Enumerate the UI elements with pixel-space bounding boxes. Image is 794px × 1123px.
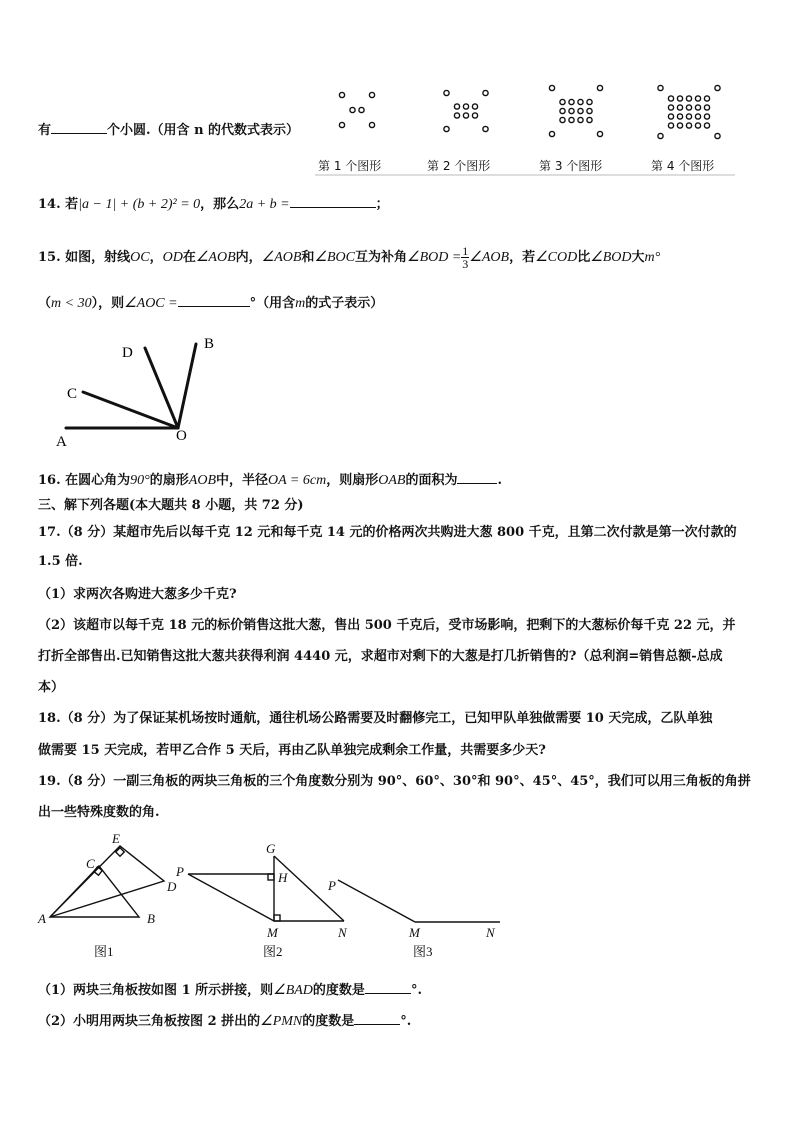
q15-condition: m < 30 xyxy=(51,296,92,311)
q19-figures-svg xyxy=(30,826,510,961)
q15-text: 比 xyxy=(577,250,591,265)
q15-text: 15. 如图，射线 xyxy=(38,250,131,265)
inner-circle xyxy=(569,99,574,104)
q17-part2-line2: 打折全部售出.已知销售这批大葱共获得利润 4440 元，求超市对剩下的大葱是打几折销售的?（总利润=销售总额-总成 xyxy=(38,649,723,664)
corner-circle xyxy=(483,126,488,131)
q19-text: 的度数是 xyxy=(302,1014,355,1029)
corner-circle xyxy=(444,90,449,95)
q16-text: 的扇形 xyxy=(149,473,189,488)
corner-circle xyxy=(715,85,720,90)
q14-then: ，那么 xyxy=(200,197,240,212)
q13-text-line xyxy=(38,119,299,138)
q15-ray-od: OD xyxy=(162,250,183,265)
q16-angle: 90° xyxy=(130,473,150,488)
q17-line1: 17.（8 分）某超市先后以每千克 12 元和每千克 14 元的价格两次共购进大葱 800 千克，且第二次付款是第一次付款的 xyxy=(38,525,737,540)
q19-figures xyxy=(30,826,510,961)
fig1-triangle-acb xyxy=(50,866,139,917)
inner-circle xyxy=(668,105,673,110)
inner-circle xyxy=(695,105,700,110)
corner-circle xyxy=(339,92,344,97)
q19-angle-pmn: ∠PMN xyxy=(260,1014,303,1029)
q19-text: °. xyxy=(400,1014,412,1029)
q19-text: （1）两块三角板按如图 1 所示拼接，则 xyxy=(38,983,274,998)
q16-text: 中，半径 xyxy=(216,473,269,488)
fig1-caption: 图1 xyxy=(94,944,114,959)
q15-answer-blank[interactable] xyxy=(178,294,250,307)
q13-pattern-figure xyxy=(313,80,737,177)
q15-text: 互为补角 xyxy=(355,250,408,265)
inner-circle xyxy=(463,104,468,109)
corner-circle xyxy=(339,122,344,127)
q15-text: ， xyxy=(149,250,163,265)
fig1-triangle-aed xyxy=(50,846,164,917)
fig1-label-b: B xyxy=(147,911,155,926)
fig2-label-p: P xyxy=(176,864,184,879)
q15-ray-oc: OC xyxy=(130,250,150,265)
inner-circle xyxy=(695,123,700,128)
q17-part2-line3: 本） xyxy=(38,680,65,695)
q17-part2-line1: （2）该超市以每千克 18 元的标价销售这批大葱，售出 500 千克后，受市场影响，把剩下的大葱标价每千克 22 元，并 xyxy=(38,618,736,633)
q13-suffix: 个小圆.（用含 n 的代数式表示） xyxy=(107,123,300,138)
inner-circle xyxy=(677,123,682,128)
q19-line1: 19.（8 分）一副三角板的两块三角板的三个角度数分别为 90°、60°、30°和 90°、45°、45°，我们可以用三角板的角拼 xyxy=(38,774,751,789)
inner-circle xyxy=(677,105,682,110)
q19-text: （2）小明用两块三角板按图 2 拼出的 xyxy=(38,1014,261,1029)
q15-text: 在 xyxy=(182,250,196,265)
inner-circle xyxy=(677,96,682,101)
fig3-ray-mp xyxy=(338,880,415,922)
pattern-caption-1: 第 1 个图形 xyxy=(318,159,382,173)
q14-end: ； xyxy=(375,197,389,212)
q15-fraction-denominator: 3 xyxy=(462,257,469,271)
inner-circle xyxy=(704,105,709,110)
corner-circle xyxy=(658,133,663,138)
q15-m-degrees: m° xyxy=(644,250,661,265)
inner-circle xyxy=(472,113,477,118)
fig1-label-d: D xyxy=(167,879,177,894)
fig3-label-p: P xyxy=(328,878,336,893)
q14-number: 14. 若 xyxy=(38,197,79,212)
inner-circle xyxy=(686,123,691,128)
label-c: C xyxy=(67,386,78,402)
fig3-label-n: N xyxy=(486,925,495,940)
fig1-label-c: C xyxy=(86,856,95,871)
inner-circle xyxy=(677,114,682,119)
label-b: B xyxy=(204,336,215,352)
q16-text: 16. 在圆心角为 xyxy=(38,473,131,488)
inner-circle xyxy=(668,96,673,101)
q15-angle-bod: ∠BOD xyxy=(590,250,632,265)
corner-circle xyxy=(483,90,488,95)
pattern-caption-4: 第 4 个图形 xyxy=(651,159,715,173)
q16-answer-blank[interactable] xyxy=(457,471,497,484)
corner-circle xyxy=(597,85,602,90)
fig1-label-a: A xyxy=(38,911,46,926)
inner-circle xyxy=(578,108,583,113)
inner-circle xyxy=(686,105,691,110)
q14-answer-blank[interactable] xyxy=(290,195,376,208)
q15-angle-figure xyxy=(50,332,230,450)
inner-circle xyxy=(704,96,709,101)
corner-circle xyxy=(549,131,554,136)
inner-circle xyxy=(454,113,459,118)
q15-angle-boc: ∠BOC xyxy=(314,250,355,265)
inner-circle xyxy=(578,99,583,104)
q19-text: 的度数是 xyxy=(312,983,365,998)
q16-sector-aob: AOB xyxy=(188,473,216,488)
fig2-line-pm xyxy=(188,874,274,921)
inner-circle xyxy=(569,117,574,122)
inner-circle xyxy=(560,117,565,122)
section-3-heading: 三、解下列各题(本大题共 8 小题，共 72 分) xyxy=(38,498,304,513)
q15-line1 xyxy=(38,245,660,270)
q15-text: 大 xyxy=(631,250,645,265)
q15-text: （ xyxy=(38,296,52,311)
inner-circle xyxy=(686,96,691,101)
inner-circle xyxy=(695,96,700,101)
q15-angle-cod: ∠COD xyxy=(535,250,578,265)
corner-circle xyxy=(369,122,374,127)
q19-angle-bad: ∠BAD xyxy=(273,983,313,998)
pattern-caption-3: 第 3 个图形 xyxy=(539,159,603,173)
q16-sector-oab: OAB xyxy=(378,473,406,488)
pattern-caption-2: 第 2 个图形 xyxy=(427,159,491,173)
fig1-label-e: E xyxy=(112,831,120,846)
q15-text: 和 xyxy=(301,250,315,265)
q15-angle-aob: ∠AOB xyxy=(195,250,236,265)
inner-circle xyxy=(350,107,355,112)
fig2-label-g: G xyxy=(266,841,276,856)
corner-circle xyxy=(658,85,663,90)
q19-part2 xyxy=(38,1010,411,1030)
inner-circle xyxy=(587,108,592,113)
q13-prefix: 有 xyxy=(38,123,52,138)
q15-text: 内， xyxy=(235,250,262,265)
fig3-label-m: M xyxy=(409,925,420,940)
q16-line xyxy=(38,469,502,489)
q17-part1: （1）求两次各购进大葱多少千克? xyxy=(38,587,237,602)
q15-angle-aob: ∠AOB xyxy=(469,250,510,265)
ray-ob xyxy=(178,344,196,428)
q15-angle-aoc: ∠AOC = xyxy=(124,296,178,311)
inner-circle xyxy=(695,114,700,119)
q15-text: ），则 xyxy=(91,296,125,311)
inner-circle xyxy=(668,114,673,119)
corner-circle xyxy=(369,92,374,97)
fig2-label-m: M xyxy=(267,925,278,940)
inner-circle xyxy=(472,104,477,109)
inner-circle xyxy=(704,114,709,119)
q18-line2: 做需要 15 天完成，若甲乙合作 5 天后，再由乙队单独完成剩余工作量，共需要多少天? xyxy=(38,743,546,758)
q19-line2: 出一些特殊度数的角. xyxy=(38,805,160,820)
q15-text: °（用含 xyxy=(249,296,296,311)
fig3-caption: 图3 xyxy=(413,944,433,959)
q15-line2 xyxy=(38,292,383,312)
fig2-label-n: N xyxy=(338,925,347,940)
ray-oc xyxy=(83,392,178,428)
q13-answer-blank[interactable] xyxy=(51,121,107,134)
q15-m: m xyxy=(295,296,306,311)
corner-circle xyxy=(715,133,720,138)
q15-text: ，若 xyxy=(509,250,536,265)
corner-circle xyxy=(444,126,449,131)
inner-circle xyxy=(569,108,574,113)
q18-line1: 18.（8 分）为了保证某机场按时通航，通往机场公路需要及时翻修完工，已知甲队单独做需要 10 天完成，乙队单独 xyxy=(38,711,713,726)
q17-line2: 1.5 倍. xyxy=(38,554,83,569)
inner-circle xyxy=(560,108,565,113)
q19-part1-blank[interactable] xyxy=(365,981,411,994)
inner-circle xyxy=(463,113,468,118)
q19-part1 xyxy=(38,979,422,999)
inner-circle xyxy=(359,107,364,112)
q15-angle-aob: ∠AOB xyxy=(261,250,302,265)
q15-fraction-numerator: 1 xyxy=(462,244,469,258)
inner-circle xyxy=(578,117,583,122)
q19-part2-blank[interactable] xyxy=(354,1012,400,1025)
inner-circle xyxy=(704,123,709,128)
corner-circle xyxy=(597,131,602,136)
label-a: A xyxy=(56,434,67,450)
q14-expression2: 2a + b = xyxy=(239,197,290,212)
inner-circle xyxy=(454,104,459,109)
label-o: O xyxy=(176,428,187,444)
q15-angle-bod: ∠BOD = xyxy=(407,250,462,265)
q14-expression: |a − 1| + (b + 2)² = 0 xyxy=(78,197,201,212)
q19-text: °. xyxy=(410,983,422,998)
q16-text: 的面积为 xyxy=(405,473,458,488)
q16-text: ，则扇形 xyxy=(326,473,379,488)
label-d: D xyxy=(122,345,133,361)
q16-text: . xyxy=(497,473,502,488)
fig2-caption: 图2 xyxy=(263,944,283,959)
inner-circle xyxy=(587,99,592,104)
q15-figure-svg xyxy=(50,332,230,450)
q14-line xyxy=(38,193,389,213)
inner-circle xyxy=(587,117,592,122)
corner-circle xyxy=(549,85,554,90)
inner-circle xyxy=(560,99,565,104)
q16-radius: OA = 6cm xyxy=(268,473,327,488)
fig2-label-h: H xyxy=(278,870,288,885)
inner-circle xyxy=(686,114,691,119)
q15-text: 的式子表示） xyxy=(305,296,384,311)
inner-circle xyxy=(668,123,673,128)
